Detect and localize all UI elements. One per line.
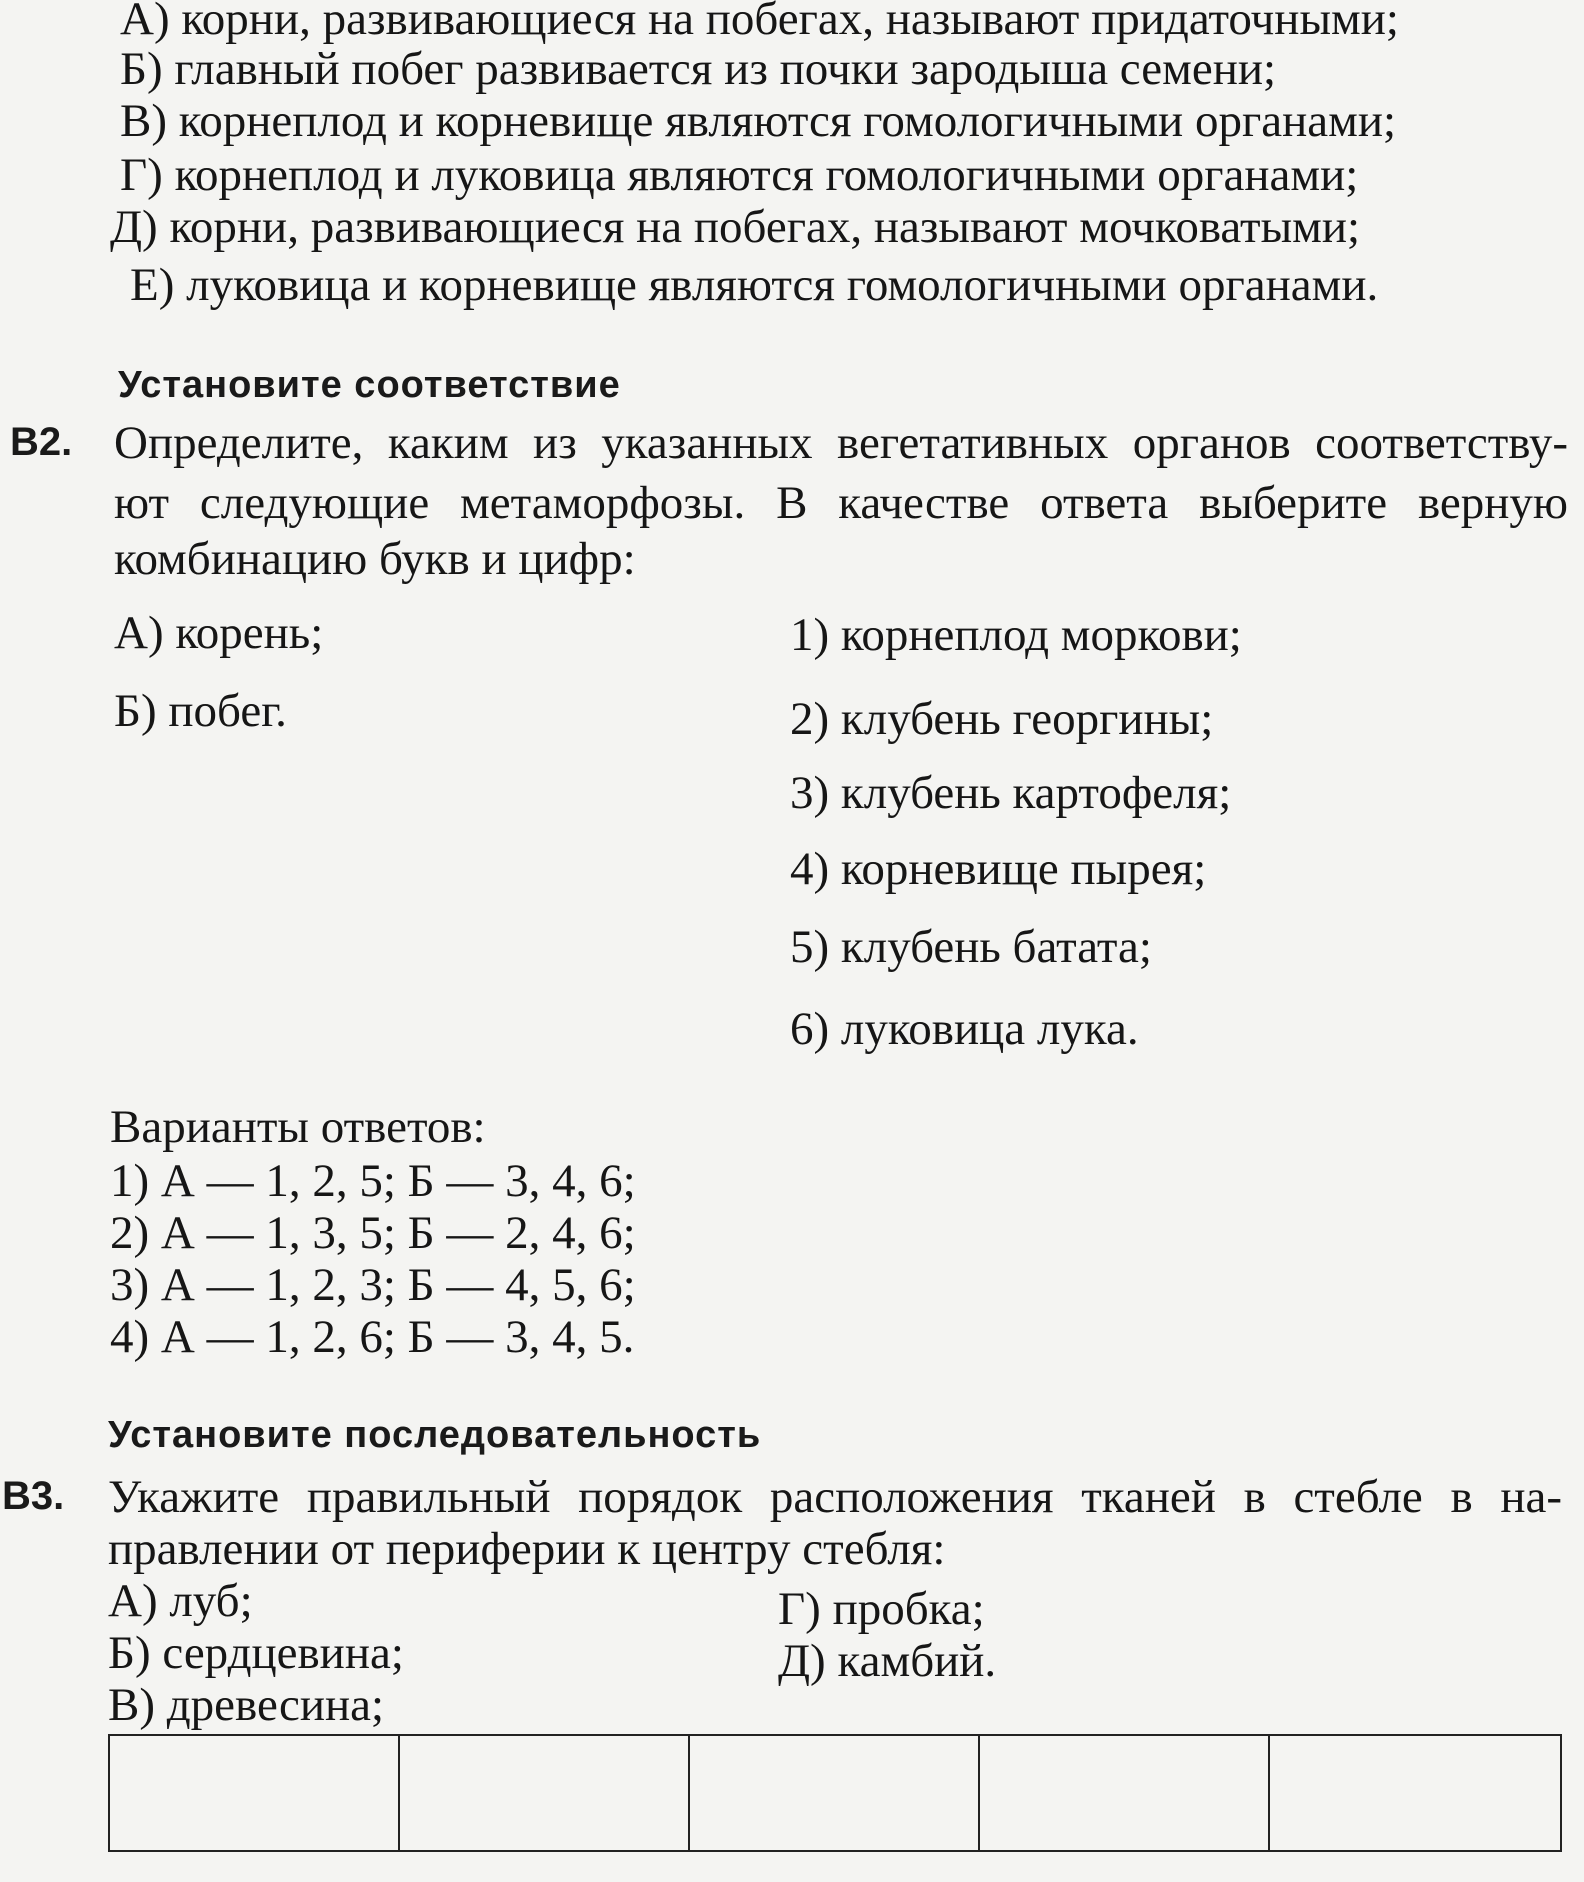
b1-option-b: Б) главный побег развивается из почки зародыша семени;	[120, 43, 1277, 95]
b2-variant-1: 1) А — 1, 2, 5; Б — 3, 4, 6;	[110, 1155, 636, 1207]
b1-option-d: Д) корни, развивающиеся на побегах, называют мочковатыми;	[110, 201, 1361, 253]
b3-answer-grid	[108, 1734, 1562, 1852]
b2-right-item-4: 4) корневище пырея;	[790, 843, 1207, 895]
b2-variant-2: 2) А — 1, 3, 5; Б — 2, 4, 6;	[110, 1207, 636, 1259]
b1-option-v: В) корнеплод и корневище являются гомологичными органами;	[120, 95, 1397, 147]
answer-cell[interactable]	[1270, 1736, 1560, 1850]
b2-left-item-root: А) корень;	[114, 607, 324, 659]
answer-cell[interactable]	[400, 1736, 690, 1850]
b1-option-e: Е) луковица и корневище являются гомологичными органами.	[130, 259, 1379, 311]
b3-right-item-d: Д) камбий.	[778, 1635, 997, 1687]
b3-right-item-g: Г) пробка;	[778, 1583, 985, 1635]
b1-option-g: Г) корнеплод и луковица являются гомологичными органами;	[120, 149, 1359, 201]
answer-cell[interactable]	[980, 1736, 1270, 1850]
b2-right-item-3: 3) клубень картофеля;	[790, 767, 1232, 819]
b2-variant-4: 4) А — 1, 2, 6; Б — 3, 4, 5.	[110, 1311, 635, 1363]
b1-option-a: А) корни, развивающиеся на побегах, называют придаточными;	[120, 0, 1399, 45]
b2-right-item-5: 5) клубень батата;	[790, 921, 1152, 973]
b3-question-line-1: Укажите правильный порядок расположения тканей в стебле в на-	[108, 1471, 1562, 1523]
section-heading-match: Установите соответствие	[118, 364, 621, 406]
b3-left-item-b: Б) сердцевина;	[108, 1627, 404, 1679]
b2-question-line-1: Определите, каким из указанных вегетативных органов соответству-	[114, 417, 1568, 469]
b3-question-line-2: правлении от периферии к центру стебля:	[108, 1523, 946, 1575]
b3-left-item-v: В) древесина;	[108, 1679, 385, 1731]
b2-right-item-2: 2) клубень георгины;	[790, 693, 1214, 745]
b2-left-item-shoot: Б) побег.	[114, 685, 287, 737]
b2-question-line-2: ют следующие метаморфозы. В качестве ответа выберите верную	[114, 477, 1568, 529]
b2-right-item-1: 1) корнеплод моркови;	[790, 609, 1242, 661]
b2-variants-title: Варианты ответов:	[110, 1101, 486, 1153]
question-number-b2: В2.	[10, 420, 73, 464]
section-heading-sequence: Установите последовательность	[108, 1414, 762, 1456]
b2-right-item-6: 6) луковица лука.	[790, 1003, 1139, 1055]
b2-question-line-3: комбинацию букв и цифр:	[114, 533, 636, 585]
question-number-b3: В3.	[2, 1474, 65, 1518]
answer-cell[interactable]	[690, 1736, 980, 1850]
b2-variant-3: 3) А — 1, 2, 3; Б — 4, 5, 6;	[110, 1259, 636, 1311]
b3-left-item-a: А) луб;	[108, 1575, 253, 1627]
answer-cell[interactable]	[110, 1736, 400, 1850]
